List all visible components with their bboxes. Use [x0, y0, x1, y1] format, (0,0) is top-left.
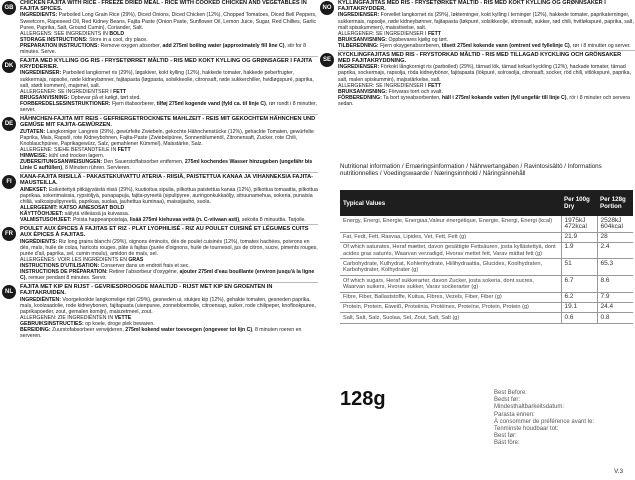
- label-line: [20, 43, 318, 55]
- bold-text: HINWEISE:: [20, 152, 48, 159]
- label-line: [20, 159, 318, 171]
- label-line: [20, 101, 318, 113]
- language-block-no: [318, 0, 635, 49]
- body-text: , stir for 8 minutes. Serve.: [20, 42, 307, 55]
- language-block-fi: [0, 174, 318, 223]
- header-per-100g: Per 100g Dry: [561, 190, 597, 216]
- bold-text: VALMISTUSOHJEET:: [20, 217, 72, 224]
- body-text: Zuurstofabsorbeer verwijderen,: [50, 327, 126, 334]
- nutrition-portion: 28: [597, 232, 633, 242]
- language-block-gb: [0, 0, 318, 55]
- bold-text: GRAS: [128, 256, 144, 263]
- best-before-line: Parasta ennen:: [494, 411, 535, 418]
- nutrition-table: [340, 190, 633, 324]
- nutrition-row: [340, 292, 633, 302]
- body-text: Ta bort syreabsorbenten,: [381, 94, 442, 101]
- body-text: säilytä viileässä ja kuivassa.: [63, 210, 130, 217]
- language-block-se: [318, 52, 635, 107]
- language-badge: DE: [2, 117, 16, 131]
- bold-text: ajouter 275ml d'eau bouillante (environ jusqu'à la ligne C): [20, 269, 315, 282]
- bold-text: FÖRBEREDNING:: [338, 94, 382, 101]
- nutrition-label: Protein, Protein, Eiweiß, Proteiinia, Protéines, Proteïne, Protein, Protein (g): [340, 302, 561, 312]
- language-badge: DK: [2, 59, 16, 73]
- bold-text: INGREDIËNTEN:: [20, 296, 61, 303]
- label-line: [20, 129, 318, 147]
- label-line: [20, 239, 318, 257]
- language-block-dk: [0, 58, 318, 113]
- bold-text: lisää 275ml kiehuvaa vettä (n. C-viivaan asti): [129, 217, 240, 224]
- label-line: [338, 12, 635, 30]
- header-per-portion: Per 128g Portion: [597, 190, 633, 216]
- language-badge: NL: [2, 285, 16, 299]
- label-line: [20, 327, 318, 339]
- bold-text: FETT: [427, 30, 441, 37]
- body-text: Riz long grains blanchi (29%), oignons émincés, dés de poulet cuisinés (12%), tomates hachées, poivrons en dés, maïs, huile de colza, haricots rouges, pâte à fajitas (purée d'oignons, huile de tournesol, jus de citron, sucre, piments rouges, purée d'ail, paprika, sel, cumin moulu), amidon de maïs, sel.: [20, 238, 318, 257]
- bold-text: PREPARATION INSTRUCTIONS:: [20, 42, 100, 49]
- bold-text: 275ml kokend water toevoegen (ongeveer tot lijn C): [125, 327, 253, 334]
- label-line: [338, 95, 635, 107]
- product-title: KANA-FAJITA RIISILLÄ - PAKASTEKUIVATTU ATERIA - RIISIÄ, PAISTETTUA KANAA JA VIHANNEKSIA FAJITA-MAUSTEILLA.: [20, 174, 314, 187]
- body-text: Förvaras torrt och svalt.: [387, 88, 443, 95]
- label-line: [20, 187, 318, 205]
- label-line: [338, 64, 635, 82]
- label-line: [20, 297, 318, 315]
- body-text: , rør rundt i 8 minutter, server.: [20, 100, 317, 114]
- language-block-fr: [0, 226, 318, 281]
- header-typical-values: Typical Values: [340, 190, 561, 216]
- product-title: POULET AUX ÉPICES À FAJITAS ET RIZ - PLAT LYOPHILISÉ - RIZ AU POULET CUISINÉ ET LÉGUMES CUITS AUX ÉPICES À FAJITAS.: [20, 226, 309, 239]
- nutrition-dry: 21.9: [561, 232, 597, 242]
- bold-text: BRUGSANVISNING:: [20, 94, 70, 101]
- best-before-line: Bäst före:: [494, 440, 520, 447]
- bold-text: KÄYTTÖOHJEET:: [20, 210, 64, 217]
- best-before-line: À consommer de préférence avant le:: [494, 418, 595, 425]
- nutrition-label: Of which saturates, Heraf mættet, davon gesättigte Fettsäuren, josta kyllästettyä, dont acides gras saturés, Waarvan verzadigd, Hvorav mettet fett, Varav mättat fett (g): [340, 242, 561, 259]
- body-text: ALLERGENEN: ZIE INGREDIËNTEN IN: [20, 314, 115, 321]
- bold-text: BRUKSANVISNING:: [338, 88, 387, 95]
- nutrition-dry: 51: [561, 259, 597, 276]
- nutrition-portion: 7.9: [597, 292, 633, 302]
- nutrition-portion: 2.4: [597, 242, 633, 259]
- bold-text: tilføj 275ml kogende vand (fyld ca. til linje C): [156, 100, 266, 107]
- body-text: ALLERGENER: SE INGREDIENTSER I: [20, 88, 114, 95]
- body-text: Opbevar på et køligt, tørt sted.: [69, 94, 141, 101]
- bold-text: STORAGE INSTRUCTIONS:: [20, 36, 88, 43]
- product-title: FAJITA MED KYLLING OG RIS - FRYSETØRRET MÅLTID - RIS MED KOKT KYLLING OG GRØNSAGER I FAJITA KRYDDERIER.: [20, 58, 313, 71]
- bold-text: AINEKSET:: [20, 186, 48, 193]
- body-text: Langkorniger Langreis (29%), gewürfelte Zwiebeln, gekochte Hähnchenstücke (12%), gehackte Tomaten, gewürfelte Paprika, Mais, Rapsöl, rote Kidneybohnen, Fajita-Paste (Zwiebelpüree, Sonnenblumenöl, Zitronensaft, Zucker, rote Chili, Knoblauchpüree, Paprikagewürz, Salz, gemahlener Kümmel), Maisstärke, Salz.: [20, 128, 314, 147]
- body-text: Conserver dans un endroit frais et sec.: [99, 262, 190, 269]
- bold-text: BRUKSANVISNING:: [338, 36, 387, 43]
- nutrition-row: [340, 302, 633, 312]
- bold-text: INSTRUCTIONS DE PRÉPARATION:: [20, 269, 108, 276]
- nutrition-portion: 8.6: [597, 276, 633, 293]
- best-before-line: Best før:: [494, 433, 517, 440]
- bold-text: häll i 275ml kokande vatten (fyll ungefär till linje C): [441, 94, 567, 101]
- body-text: Parboiled Long Grain Rice (29%), Diced Onions, Diced Chicken (12%), Chopped Tomatoes, Diced Bell Peppers, Sweetcorn, Rapeseed Oil, Red Kidney Beans, Fajita Paste (Onion Paste, Sunflower Oil, Lemon Juice, Sugar, Red Chillies, Garlic Puree, Paprika, Salt, Ground Cumin), Coriander, Salt.: [20, 12, 317, 31]
- body-text: Fjern oksygenabsorberen,: [378, 42, 442, 49]
- language-block-de: [0, 116, 318, 171]
- block-divider: [20, 282, 318, 283]
- label-line: [338, 43, 635, 49]
- nutrition-row: [340, 259, 633, 276]
- body-text: Förkokt långkornigt ris (parboiled) (29%), tärnad lök, tärnad kokad kyckling (12%), hackade tomater, tärnad paprika, sockermajs, rapsolja, röda kidneybönor, fajitapasta (lökpuré, solrosolja, citronsaft, socker, röd chili, vitlökspuré, paprika, salt, malen spiskummin), majsstärkelse, salt.: [338, 64, 631, 83]
- bold-text: FETT: [113, 88, 127, 95]
- bold-text: ZUTATEN:: [20, 128, 46, 135]
- product-title: KYCKLINGFAJITAS MED RIS - FRYSTORKAD MÅLTID - RIS MED TILLAGAD KYCKLING OCH GRÖNSAKER MED FAJITAKRYDDNING.: [338, 51, 622, 65]
- label-line: [20, 70, 318, 88]
- nutrition-row: [340, 216, 633, 232]
- bold-text: 275ml kochendes Wasser hinzugeben (ungefähr bis Linie C auffüllen): [20, 159, 313, 172]
- product-title: FAJITA MET KIP EN RIJST - GEVRIESDROOGDE MAALTIJD - RIJST MET KIP EN GROENTEN IN FAJITAKRUIDEN.: [20, 284, 273, 297]
- left-column: [0, 0, 318, 339]
- body-text: Poista happeanpoistaja,: [71, 217, 130, 224]
- block-divider: [338, 50, 635, 51]
- language-badge: FR: [2, 227, 16, 241]
- nutrition-label: Of which sugars, Heraf sukkerarter, davon Zucker, josta sokeria, dont sucres, Waarvan suikers, Hvorav sukker, Varav sockerarter (g): [340, 276, 561, 293]
- body-text: , rör i 8 minuter och servera sedan.: [338, 94, 630, 107]
- right-column: [318, 0, 635, 107]
- bold-text: INGREDIENTS:: [20, 12, 58, 19]
- best-before-labels: [494, 390, 594, 448]
- bold-text: INGREDIENSER:: [338, 12, 380, 19]
- body-text: ALLERGENE: SIEHE BESTANDTEILE IN: [20, 146, 118, 153]
- bold-text: ZUBEREITUNGSANWEISUNGEN:: [20, 159, 103, 165]
- best-before-line: Bedst før:: [494, 397, 521, 404]
- body-text: Voorgekookte langkorrelige rijst (29%), gesneden ui, stukjes kip (12%), gehakte tomaten, gesneden paprika, maïs, koolzaadolie, rode kidneybonen, fajitapasta (uienpuree, zonnebloemolie, citroensap, suiker, rode chilipeper, knoflookpuree, paprikapoeder, zout, gemalen komijn), maiszetmeel, zout.: [20, 296, 316, 315]
- language-badge: SE: [320, 53, 334, 67]
- nutrition-portion: 65.3: [597, 259, 633, 276]
- body-text: Esikeitettyä pitkäjyväistä riisiä (29%), kuutioitua sipulia, pilkottua paistettua kanaa (12%), pilkottua tomaattia, pilkottua paprikaa, sokerimaissia, rypsiöljyä, punapapuja, fajita-pyreetä (sipulipyree, auringonkukkaöljy, sitruunamehua, sokeria, punaisia chiliä, valkosipulipyreetä, paprikaa, suolaa, jauhettua kuminaa), maissijauho, suola.: [20, 186, 318, 205]
- bold-text: BOLD: [109, 30, 125, 37]
- language-block-nl: [0, 284, 318, 339]
- nutrition-label: Energy, Energi, Energie, Energiaa,Valeur énergétique, Energie, Energi, Energi (kcal): [340, 216, 561, 232]
- body-text: Oppbevares kjølig og tørt.: [387, 36, 449, 43]
- bold-text: FETT: [427, 82, 441, 89]
- body-text: ALLERGÈNES: VOIR LES INGRÉDIENTS EN: [20, 256, 129, 263]
- body-text: ALLERGENER: SE INGREDIENSER I: [338, 30, 428, 37]
- nutrition-label: Fibre, Fiber, Ballaststoffe, Kuitua, Fibres, Vezels, Fiber, Fiber (g): [340, 292, 561, 302]
- bold-text: FETT: [117, 146, 131, 153]
- block-divider: [20, 224, 318, 225]
- nutrition-dry: 19.1: [561, 302, 597, 312]
- bold-text: INSTRUCTIONS D'UTILISATION:: [20, 262, 100, 269]
- body-text: Den Sauerstoffabsorber entfernen,: [102, 159, 185, 165]
- product-title: CHICKEN FAJITA WITH RICE - FREEZE DRIED MEAL - RICE WITH COOKED CHICKEN AND VEGETABLES IN FAJITA SPICES.: [20, 0, 307, 13]
- nutrition-row: [340, 232, 633, 242]
- body-text: , sekoita 8 minuuttia. Tarjoile.: [239, 217, 306, 224]
- nutrition-portion: 24.4: [597, 302, 633, 312]
- language-badge: NO: [320, 1, 334, 15]
- bold-text: FORBEREDELSESINSTRUKTIONER:: [20, 100, 111, 107]
- bold-text: BEREIDING:: [20, 327, 51, 334]
- body-text: Fjern iltabsorberer,: [110, 100, 157, 107]
- body-text: Remove oxygen absorber,: [99, 42, 163, 49]
- nutrition-dry: 0.6: [561, 313, 597, 323]
- nutrition-row: [340, 276, 633, 293]
- nutrition-dry: 6.2: [561, 292, 597, 302]
- nutrition-row: [340, 242, 633, 259]
- language-badge: FI: [2, 175, 16, 189]
- nutrition-label: Carbohydrate, Kulhydrat, Kohlenhydrate, Hiilihydraattia, Glucides, Koolhydraten, Karbohydrater, Kolhydrater (g): [340, 259, 561, 276]
- nutrition-label: Fat, Fedt, Fett, Rasvaa, Lipides, Vet, Fett, Fett (g): [340, 232, 561, 242]
- label-line: [20, 269, 318, 281]
- bold-text: ALLERGEENIT: KATSO AINESOSAT BOLD: [20, 204, 125, 211]
- label-line: [20, 12, 318, 30]
- body-text: Parboiled langkornet ris (29%), løgskiver, kokt kylling (12%), hakkede tomater, hakkede peberfrugter, sukkermajs, rapsolie, røde kidneybønner, fajitapasta (løgpasta, solsikkeolie, citronsaft, røde sukkerchiller, hvidløgspuré, paprika, salt, stødt kommen), majsmel, salt.: [20, 70, 314, 89]
- bold-text: INGREDIENSER:: [20, 70, 62, 77]
- body-text: , 8 Minuten rühren. Servieren.: [62, 165, 131, 172]
- body-text: , 8 minuten roeren en serveren.: [20, 327, 302, 340]
- bold-text: TILBEREDNING:: [338, 42, 379, 49]
- body-text: Forvellet langkornet ris (29%), løkterninger, kokt kylling i terninger (12%), hakkede tomater, paprikaterninger, sukkermais, rapsolje, røde kidneybønner, fajitapasta (løkpuré, solsikkeolje, sitronsaft, sukker, rød chili, hvitløkspuré, paprika, salt, malt spisskummen), maisstivelse, salt.: [338, 12, 634, 31]
- body-text: op koele, droge plek bewaren.: [83, 321, 155, 327]
- body-text: kühl und trocken lagern.: [47, 152, 105, 159]
- nutrition-header-row: [340, 190, 633, 216]
- block-divider: [20, 114, 318, 115]
- nutrition-portion: 0.8: [597, 313, 633, 323]
- bold-text: add 275ml boiling water (approximately fill line C): [162, 42, 285, 49]
- body-text: , remuer pendant 8 minutes. Servir.: [25, 275, 107, 282]
- nutrition-title: Nutritional information / Ernæringsinformation / Nährwertangaben / Ravintosisältö / Informations nutritionnelles / Voedingswaarde / Næringsinnhold / Näringsinnehåll: [340, 163, 602, 177]
- best-before-line: Mindesthaltbarkeitsdatum:: [494, 404, 565, 411]
- body-text: ALLERGENS: SEE INGREDIENTS IN: [20, 30, 110, 37]
- product-title: KYLLINGFAJITAS MED RIS - FRYSETØRKET MÅLTID - RIS MED KOKT KYLLING OG GRØNNSAKER I FAJITAKRYDDER.: [338, 0, 606, 13]
- bold-text: INGRÉDIENTS:: [20, 238, 58, 245]
- best-before-line: Tenminste houdbaar tot:: [494, 426, 559, 433]
- body-text: ALLERGENER: SE INGREDIENSER I: [338, 82, 428, 89]
- nutrition-label: Salt, Salt, Salz, Suolaa, Sel, Zout, Salt, Salt (g): [340, 313, 561, 323]
- bold-text: GEBRUIKSINSTRUCTIES:: [20, 321, 84, 327]
- bold-text: INGREDIENSER:: [338, 64, 380, 71]
- product-title: HÄHNCHEN-FAJITA MIT REIS - GEFRIERGETROCKNETE MAHLZEIT - REIS MIT GEKOCHTEM HÄHNCHEN UND GEMÜSE MIT FAJITA-GEWÜRZEN.: [20, 116, 316, 129]
- nutrition-dry: 6.7: [561, 276, 597, 293]
- version-label: V.3: [614, 468, 624, 475]
- nutrition-row: [340, 313, 633, 323]
- nutrition-dry: 1975kJ 472kcal: [561, 216, 597, 232]
- body-text: Store in a cool, dry place.: [87, 36, 148, 43]
- nutrition-portion: 2528kJ 604kcal: [597, 216, 633, 232]
- net-weight: 128g: [340, 388, 386, 410]
- body-text: , rør i 8 minutter og server.: [569, 42, 631, 49]
- bold-text: tilsett 275ml kokende vann (omtrent ved fyllelinje C): [441, 42, 570, 49]
- bold-text: VETTE: [114, 314, 132, 321]
- body-text: Retirer l'absorbeur d'oxygène,: [107, 269, 180, 276]
- nutrition-dry: 1.9: [561, 242, 597, 259]
- block-divider: [20, 56, 318, 57]
- language-badge: GB: [2, 1, 16, 15]
- label-line: [20, 217, 318, 223]
- best-before-line: Best Before:: [494, 390, 528, 396]
